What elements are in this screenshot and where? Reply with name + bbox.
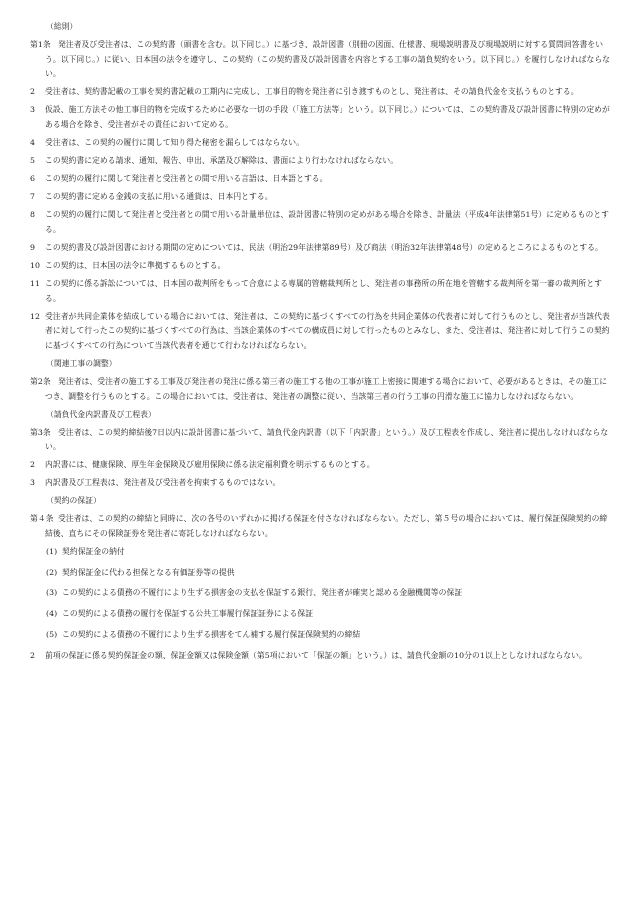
article-number: 第3条 (30, 427, 51, 437)
paragraph-number: 9 (30, 242, 36, 252)
paragraph-text: 前項の保証に係る契約保証金の額、保証金額又は保険金額（第5項において「保証の額」という。）は、請負代金額の10分の1以上としなければならない。 (45, 650, 587, 660)
paragraph-number: 5 (30, 156, 36, 166)
item-number: (1) (46, 546, 58, 556)
item-number: (2) (46, 567, 58, 577)
article-text: 受注者は、この契約の締結と同時に、次の各号のいずれかに掲げる保証を付さなければならない。ただし、第５号の場合においては、履行保証保険契約の締結後、直ちにその保険証券を発注者に寄託しなければならない。 (45, 514, 608, 538)
section-heading: （契約の保証） (46, 496, 101, 506)
paragraph (30, 649, 610, 664)
list-item (30, 586, 610, 601)
article-text: 発注者及び受注者は、この契約書（頭書を含む。以下同じ。）に基づき、設計図書（別冊の図面、仕様書、現場説明書及び現場説明に対する質問回答書をいう。以下同じ。）に従い、日本国の法令を遵守し、この契約（この契約書及び設計図書を内容とする工事の請負契約をいう。以下同じ。）を履行しなければならない。 (45, 39, 611, 79)
paragraph (30, 154, 610, 169)
paragraph-text: この契約に係る訴訟については、日本国の裁判所をもって合意による専属的管轄裁判所とし、発注者の事務所の所在地を管轄する裁判所を第一審の裁判所とする。 (45, 278, 602, 303)
item-text: 契約保証金に代わる担保となる有価証券等の提供 (62, 567, 235, 577)
article-number: 第1条 (30, 39, 51, 49)
paragraph-text: 仮設、施工方法その他工事目的物を完成するために必要な一切の手段（「施工方法等」という。以下同じ。）については、この契約書及び設計図書に特別の定めがある場合を除き、受注者がその責任において定める。 (45, 105, 610, 130)
section-heading: （関連工事の調整） (46, 359, 117, 369)
item-number: (5) (46, 630, 58, 640)
paragraph-number: 7 (30, 192, 36, 202)
section-heading: （総則） (46, 22, 78, 31)
list-item (30, 566, 610, 581)
article-number: 第2条 (30, 376, 51, 386)
section-heading: （請負代金内訳書及び工程表） (46, 409, 156, 419)
paragraph-text: この契約の履行に関して発注者と受注者との間で用いる計量単位は、設計図書に特別の定めがある場合を除き、計量法（平成4年法律第51号）に定めるものとする。 (45, 210, 609, 234)
paragraph-number: 2 (30, 87, 36, 97)
paragraph (30, 259, 610, 274)
paragraph (30, 208, 610, 238)
paragraph-text: この契約の履行に関して発注者と受注者との間で用いる言語は、日本語とする。 (45, 174, 328, 184)
paragraph-number: 4 (30, 138, 36, 148)
article-2 (30, 375, 610, 405)
article-1 (30, 38, 610, 82)
list-item (30, 628, 610, 643)
paragraph-number: 3 (30, 478, 36, 488)
paragraph-number: 3 (30, 105, 36, 115)
paragraph (30, 190, 610, 205)
paragraph-text: この契約書及び設計図書における期間の定めについては、民法（明治29年法律第89号）及び商法（明治32年法律第48号）の定めるところによるものとする。 (45, 242, 603, 252)
paragraph-number: 10 (30, 260, 41, 270)
item-number: (3) (46, 588, 58, 598)
paragraph (30, 277, 610, 307)
paragraph-text: この契約は、日本国の法令に準拠するものとする。 (45, 260, 226, 270)
article-number: 第４条 (30, 514, 54, 524)
paragraph (30, 172, 610, 187)
paragraph-number: 2 (30, 650, 36, 660)
item-text: この契約による債務の不履行により生ずる損害金の支払を保証する銀行、発注者が確実と認める金融機関等の保証 (62, 588, 463, 598)
item-text: この契約による債務の不履行により生ずる損害をてん補する履行保証保険契約の締結 (62, 630, 361, 640)
paragraph-number: 12 (30, 311, 41, 321)
paragraph-text: 内訳書には、健康保険、厚生年金保険及び雇用保険に係る法定福利費を明示するものとする。 (45, 460, 375, 470)
article-3 (30, 426, 610, 456)
paragraph (30, 103, 610, 133)
paragraph-text: 受注者は、この契約の履行に関して知り得た秘密を漏らしてはならない。 (45, 138, 304, 148)
list-item (30, 607, 610, 622)
paragraph (30, 85, 610, 100)
paragraph (30, 310, 610, 354)
paragraph (30, 241, 610, 256)
paragraph (30, 458, 610, 473)
item-text: この契約による債務の履行を保証する公共工事履行保証証券による保証 (62, 609, 314, 619)
paragraph (30, 476, 610, 491)
paragraph-text: 受注者は、契約書記載の工事を契約書記載の工期内に完成し、工事目的物を発注者に引き渡すものとし、発注者は、その請負代金を支払うものとする。 (45, 87, 579, 97)
list-item (30, 545, 610, 560)
paragraph-text: 受注者が共同企業体を結成している場合においては、発注者は、この契約に基づくすべての行為を共同企業体の代表者に対して行うものとし、発注者が当該代表者に対して行ったこの契約に基づくすべての行為は、当該企業体のすべての構成員に対して行ったものとみなし、また、受注者は、発注者に対して行うこの契約に基づくすべての行為について当該代表者を通じて行わなければならない。 (45, 311, 610, 351)
item-text: 契約保証金の納付 (62, 546, 125, 556)
paragraph-number: 2 (30, 460, 36, 470)
item-number: (4) (46, 609, 58, 619)
article-text: 受注者は、この契約締結後7日以内に設計図書に基づいて、請負代金内訳書（以下「内訳書」という。）及び工程表を作成し、発注者に提出しなければならない。 (45, 427, 609, 452)
article-4 (30, 512, 610, 542)
article-text: 発注者は、受注者の施工する工事及び発注者の発注に係る第三者の施工する他の工事が施工上密接に関連する場合において、必要があるときは、その施工につき、調整を行うものとする。この場合においては、受注者は、発注者の調整に従い、当該第三者の行う工事の円滑な施工に協力しなければならない。 (45, 376, 608, 401)
paragraph (30, 136, 610, 151)
paragraph-text: 内訳書及び工程表は、発注者及び受注者を拘束するものではない。 (45, 478, 281, 488)
paragraph-text: この契約書に定める金銭の支払に用いる通貨は、日本円とする。 (45, 192, 273, 202)
paragraph-text: この契約書に定める請求、通知、報告、申出、承諾及び解除は、書面により行わなければならない。 (45, 156, 399, 166)
paragraph-number: 6 (30, 174, 36, 184)
paragraph-number: 8 (30, 210, 36, 220)
paragraph-number: 11 (30, 278, 41, 288)
